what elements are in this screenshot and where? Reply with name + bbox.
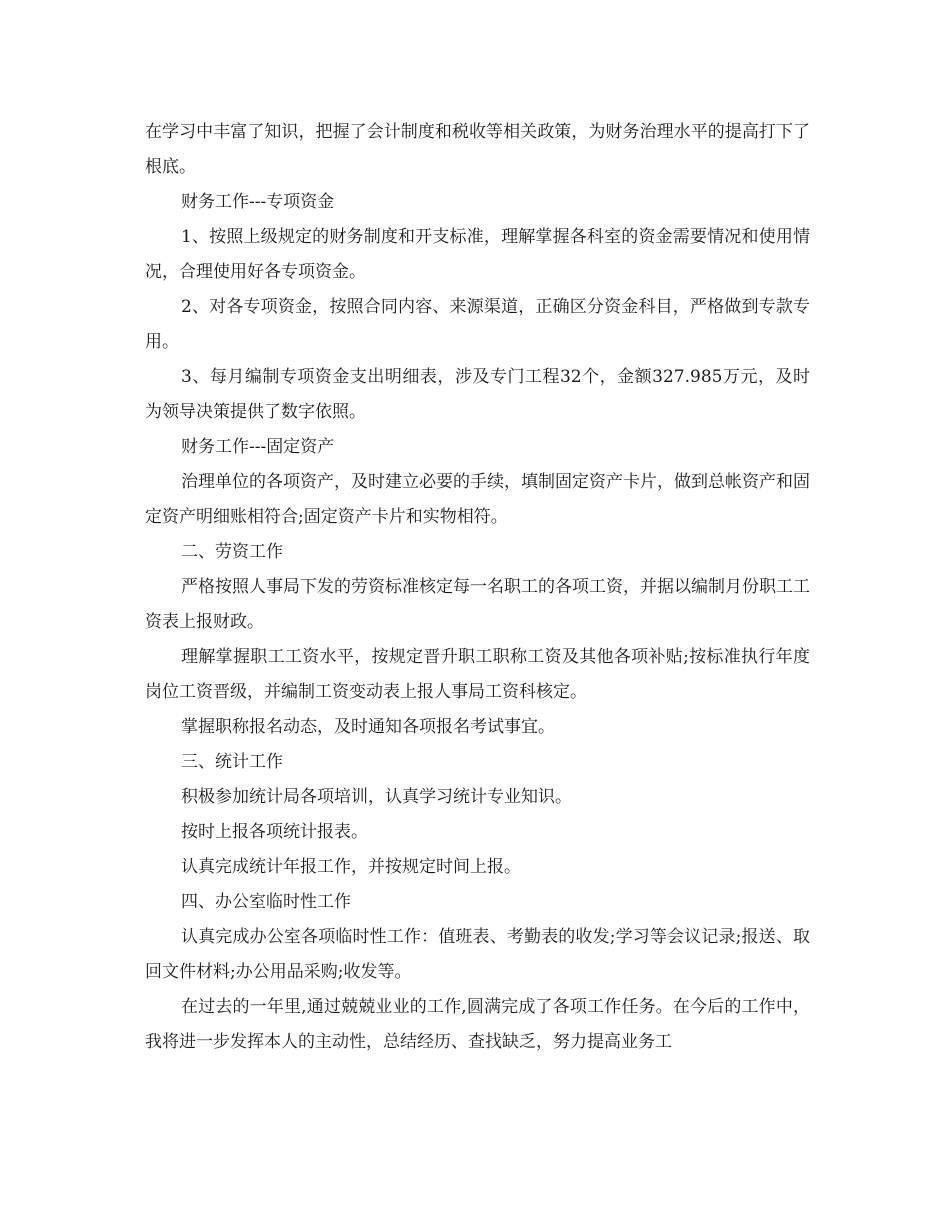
paragraph-payroll-2: 理解掌握职工工资水平，按规定晋升职工职称工资及其他各项补贴;按标准执行年度岗位工资晋级，并编制工资变动表上报人事局工资科核定。 bbox=[145, 647, 810, 702]
paragraph-item-2: 2、对各专项资金，按照合同内容、来源渠道，正确区分资金科目，严格做到专款专用。 bbox=[145, 297, 810, 352]
paragraph-office: 认真完成办公室各项临时性工作：值班表、考勤表的收发;学习等会议记录;报送、取回文件材料;办公用品采购;收发等。 bbox=[145, 927, 810, 982]
paragraph-statistics-3: 认真完成统计年报工作，并按规定时间上报。 bbox=[181, 857, 521, 877]
paragraph-statistics-1: 积极参加统计局各项培训，认真学习统计专业知识。 bbox=[181, 787, 572, 807]
section-heading-office: 四、办公室临时性工作 bbox=[181, 892, 351, 912]
paragraph-summary: 在过去的一年里,通过兢兢业业的工作,圆满完成了各项工作任务。在今后的工作中，我将进一步发挥本人的主动性，总结经历、查找缺乏，努力提高业务工 bbox=[145, 997, 810, 1052]
paragraph-item-3: 3、每月编制专项资金支出明细表，涉及专门工程32个，金额327.985万元，及时为领导决策提供了数字依照。 bbox=[145, 367, 810, 422]
paragraph-statistics-2: 按时上报各项统计报表。 bbox=[181, 822, 368, 842]
section-heading-statistics: 三、统计工作 bbox=[181, 752, 283, 772]
paragraph-payroll-1: 严格按照人事局下发的劳资标准核定每一名职工的各项工资，并据以编制月份职工工资表上报财政。 bbox=[145, 577, 810, 632]
document-body bbox=[145, 115, 810, 1060]
section-heading-fixed-assets: 财务工作---固定资产 bbox=[181, 437, 335, 457]
paragraph-fixed-assets: 治理单位的各项资产，及时建立必要的手续，填制固定资产卡片，做到总帐资产和固定资产明细账相符合;固定资产卡片和实物相符。 bbox=[145, 472, 810, 527]
section-heading-payroll: 二、劳资工作 bbox=[181, 542, 283, 562]
section-heading-special-funds: 财务工作---专项资金 bbox=[181, 192, 335, 212]
paragraph-item-1: 1、按照上级规定的财务制度和开支标准，理解掌握各科室的资金需要情况和使用情况，合理使用好各专项资金。 bbox=[145, 227, 810, 282]
paragraph-payroll-3: 掌握职称报名动态，及时通知各项报名考试事宜。 bbox=[181, 717, 555, 737]
paragraph-1: 在学习中丰富了知识，把握了会计制度和税收等相关政策，为财务治理水平的提高打下了根底。 bbox=[145, 122, 810, 177]
